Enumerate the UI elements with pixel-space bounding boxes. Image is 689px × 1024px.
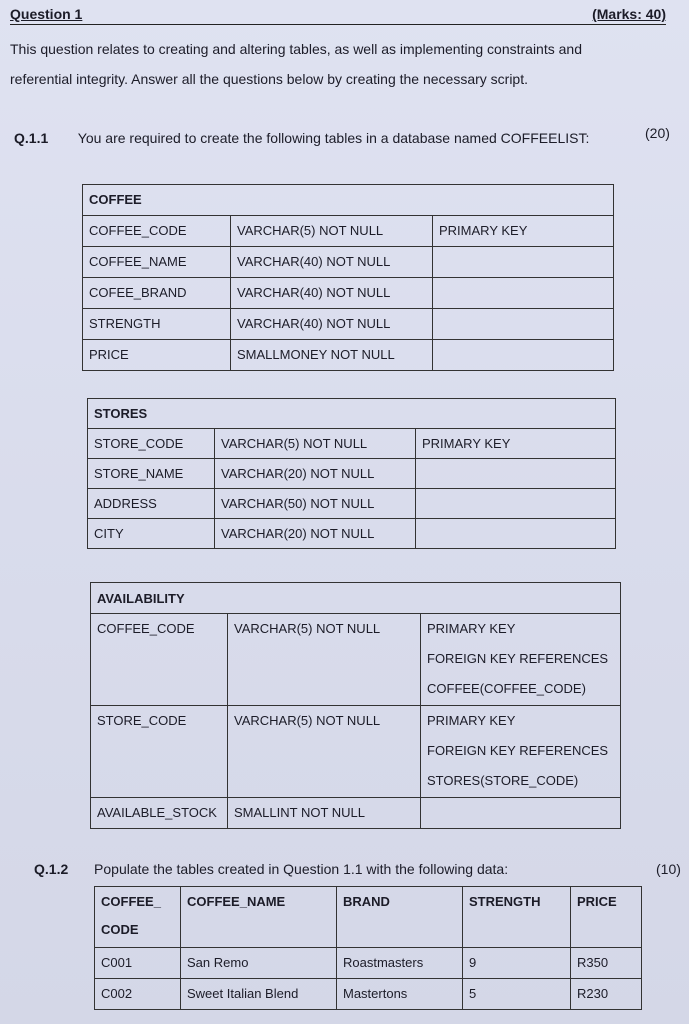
constraint-line: PRIMARY KEY (427, 621, 516, 636)
q12-text: Populate the tables created in Question 1.1 with the following data: (94, 861, 509, 877)
table-row (88, 489, 616, 519)
column-name-cell: STORE_NAME (88, 459, 215, 489)
datatype-text: VARCHAR(5) NOT NULL (234, 621, 381, 636)
column-name-cell (91, 706, 228, 798)
datatype-cell: VARCHAR(50) NOT NULL (215, 489, 416, 519)
q12-number: Q.1.2 (34, 861, 69, 877)
header-cell (571, 887, 642, 948)
column-name-cell: COFFEE_CODE (83, 216, 231, 247)
coffee-data-table (94, 886, 642, 1010)
table-row (91, 706, 621, 798)
header-text: CODE (101, 922, 139, 937)
header-cell (95, 887, 181, 948)
constraint-cell: PRIMARY KEY (416, 429, 616, 459)
column-name-text: STORE_CODE (97, 713, 187, 728)
column-name-cell (91, 614, 228, 706)
data-cell: 9 (463, 948, 571, 979)
column-name-cell: STRENGTH (83, 309, 231, 340)
datatype-cell: VARCHAR(40) NOT NULL (231, 278, 433, 309)
column-name-text: COFFEE_CODE (97, 621, 195, 636)
stores-table (87, 398, 616, 549)
table-row (88, 519, 616, 549)
coffee-table (82, 184, 614, 371)
table-row (83, 278, 614, 309)
data-cell: Mastertons (337, 979, 463, 1010)
intro-paragraph (10, 34, 670, 94)
column-name-cell: PRICE (83, 340, 231, 371)
datatype-cell: SMALLINT NOT NULL (228, 798, 421, 829)
q11-line (14, 130, 589, 146)
data-cell: C001 (95, 948, 181, 979)
constraint-cell (421, 706, 621, 798)
coffee-table-title: COFFEE (83, 185, 614, 216)
datatype-cell: SMALLMONEY NOT NULL (231, 340, 433, 371)
intro-line: referential integrity. Answer all the questions below by creating the necessary script. (10, 71, 528, 87)
datatype-cell: VARCHAR(5) NOT NULL (215, 429, 416, 459)
column-name-cell: CITY (88, 519, 215, 549)
q12-line (34, 861, 508, 877)
column-name-cell: AVAILABLE_STOCK (91, 798, 228, 829)
intro-line: This question relates to creating and altering tables, as well as implementing constraints and (10, 41, 582, 57)
q11-marks: (20) (645, 125, 670, 141)
question-marks: (Marks: 40) (592, 6, 666, 22)
table-row (88, 459, 616, 489)
constraint-cell (416, 459, 616, 489)
datatype-cell: VARCHAR(40) NOT NULL (231, 247, 433, 278)
data-cell: R350 (571, 948, 642, 979)
stores-table-title: STORES (88, 399, 616, 429)
table-row (83, 216, 614, 247)
table-row (95, 979, 642, 1010)
datatype-cell: VARCHAR(20) NOT NULL (215, 459, 416, 489)
table-row (91, 614, 621, 706)
header-cell (181, 887, 337, 948)
constraint-line: STORES(STORE_CODE) (427, 773, 579, 788)
header-text: PRICE (577, 894, 617, 909)
table-header-row (95, 887, 642, 948)
availability-table (90, 582, 621, 829)
constraint-cell (433, 340, 614, 371)
header-text: COFFEE_NAME (187, 894, 286, 909)
data-cell: San Remo (181, 948, 337, 979)
data-cell: Roastmasters (337, 948, 463, 979)
table-row (83, 309, 614, 340)
datatype-cell: VARCHAR(40) NOT NULL (231, 309, 433, 340)
column-name-cell: ADDRESS (88, 489, 215, 519)
datatype-cell (228, 706, 421, 798)
column-name-cell: COFEE_BRAND (83, 278, 231, 309)
constraint-cell: PRIMARY KEY (433, 216, 614, 247)
data-cell: C002 (95, 979, 181, 1010)
table-row (88, 429, 616, 459)
constraint-cell (433, 309, 614, 340)
header-cell (463, 887, 571, 948)
constraint-line: FOREIGN KEY REFERENCES (427, 651, 609, 666)
datatype-cell: VARCHAR(5) NOT NULL (231, 216, 433, 247)
constraint-cell (433, 247, 614, 278)
constraint-cell (416, 489, 616, 519)
question-header (10, 6, 666, 25)
constraint-cell (433, 278, 614, 309)
data-cell: 5 (463, 979, 571, 1010)
q11-number: Q.1.1 (14, 130, 49, 146)
table-row (95, 948, 642, 979)
table-row (83, 247, 614, 278)
header-text: COFFEE_ (101, 894, 161, 909)
question-title: Question 1 (10, 6, 83, 22)
table-row (91, 798, 621, 829)
datatype-cell: VARCHAR(20) NOT NULL (215, 519, 416, 549)
header-cell (337, 887, 463, 948)
table-row (83, 340, 614, 371)
availability-table-title: AVAILABILITY (91, 583, 621, 614)
constraint-cell (421, 614, 621, 706)
column-name-cell: STORE_CODE (88, 429, 215, 459)
constraint-line: COFFEE(COFFEE_CODE) (427, 681, 586, 696)
constraint-cell (416, 519, 616, 549)
constraint-cell (421, 798, 621, 829)
constraint-line: FOREIGN KEY REFERENCES (427, 743, 609, 758)
constraint-line: PRIMARY KEY (427, 713, 516, 728)
header-text: BRAND (343, 894, 390, 909)
q12-marks: (10) (656, 861, 681, 877)
column-name-cell: COFFEE_NAME (83, 247, 231, 278)
data-cell: R230 (571, 979, 642, 1010)
q11-text: You are required to create the following tables in a database named COFFEELIST: (77, 130, 590, 146)
data-cell: Sweet Italian Blend (181, 979, 337, 1010)
header-text: STRENGTH (469, 894, 541, 909)
datatype-cell (228, 614, 421, 706)
datatype-text: VARCHAR(5) NOT NULL (234, 713, 381, 728)
